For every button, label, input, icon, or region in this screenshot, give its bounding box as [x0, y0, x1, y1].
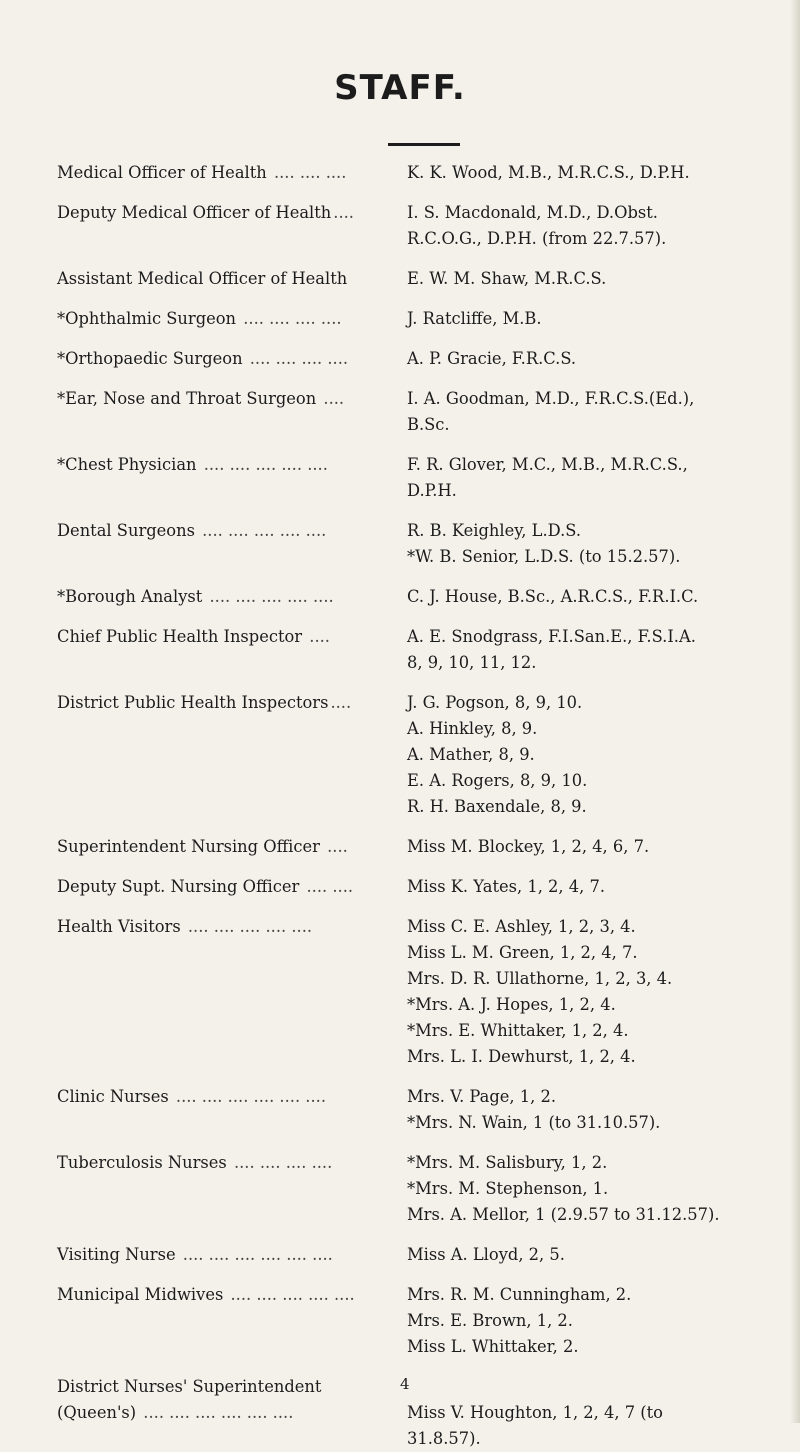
staff-entry [57, 346, 777, 372]
staff-entry [57, 584, 777, 610]
staff-names [407, 306, 777, 332]
staff-name-line: Mrs. D. R. Ullathorne, 1, 2, 3, 4. [407, 969, 673, 988]
page-title: STAFF. [334, 68, 466, 108]
leader-dots: .... [333, 203, 354, 222]
entry-spacer [57, 820, 777, 834]
entry-spacer [57, 504, 777, 518]
entry-spacer [57, 292, 777, 306]
staff-entry [57, 874, 777, 900]
staff-names [407, 1400, 777, 1452]
staff-entry [57, 306, 777, 332]
staff-entry [57, 1400, 777, 1452]
staff-entry [57, 200, 777, 252]
leader-dots: .... .... .... .... .... .... [138, 1403, 294, 1422]
page-edge [790, 0, 800, 1423]
staff-entry [57, 1084, 777, 1136]
staff-role [57, 346, 407, 372]
staff-names [407, 452, 777, 504]
staff-role-label: Dental Surgeons [57, 521, 195, 540]
staff-role [57, 200, 407, 226]
entry-spacer [57, 570, 777, 584]
staff-role [57, 1400, 407, 1426]
leader-dots: .... .... .... .... .... [196, 521, 327, 540]
entry-spacer [57, 1136, 777, 1150]
staff-entry [57, 266, 777, 292]
staff-name-line: *Mrs. M. Stephenson, 1. [407, 1179, 609, 1198]
entry-spacer [57, 860, 777, 874]
staff-role [57, 266, 407, 292]
staff-name-line: 8, 9, 10, 11, 12. [407, 653, 537, 672]
staff-name-line: *W. B. Senior, L.D.S. (to 15.2.57). [407, 547, 681, 566]
staff-entry [57, 160, 777, 186]
staff-name-line: D.P.H. [407, 481, 457, 500]
leader-dots: .... .... .... .... [228, 1153, 333, 1172]
staff-role-label: Superintendent Nursing Officer [57, 837, 320, 856]
entry-spacer [57, 900, 777, 914]
staff-name-line: A. P. Gracie, F.R.C.S. [407, 349, 577, 368]
staff-name-line: A. E. Snodgrass, F.I.San.E., F.S.I.A. [407, 627, 696, 646]
staff-name-line: C. J. House, B.Sc., A.R.C.S., F.R.I.C. [407, 587, 699, 606]
staff-name-line: *Mrs. A. J. Hopes, 1, 2, 4. [407, 995, 616, 1014]
entry-spacer [57, 372, 777, 386]
leader-dots: .... .... [301, 877, 354, 896]
leader-dots: .... .... .... .... .... [204, 587, 334, 606]
staff-role-label: District Public Health Inspectors [57, 693, 329, 712]
staff-name-line: I. A. Goodman, M.D., F.R.C.S.(Ed.), [407, 389, 695, 408]
entry-spacer [57, 1268, 777, 1282]
leader-dots: .... .... .... .... .... [198, 455, 328, 474]
staff-entry [57, 1150, 777, 1228]
staff-role [57, 1242, 407, 1268]
leader-dots: .... .... .... .... .... [225, 1285, 355, 1304]
entry-spacer [57, 610, 777, 624]
entry-spacer [57, 1228, 777, 1242]
staff-role-label: Deputy Supt. Nursing Officer [57, 877, 300, 896]
staff-name-line: E. W. M. Shaw, M.R.C.S. [407, 269, 607, 288]
staff-name-line: Mrs. E. Brown, 1, 2. [407, 1311, 573, 1330]
page-number: 4 [400, 1375, 410, 1393]
entry-spacer [57, 1360, 777, 1374]
staff-role [57, 306, 407, 332]
entry-spacer [57, 332, 777, 346]
staff-role-label: *Borough Analyst [57, 587, 203, 606]
staff-entry [57, 690, 777, 820]
staff-names [407, 200, 777, 252]
staff-name-line: Miss V. Houghton, 1, 2, 4, 7 (to [407, 1403, 663, 1422]
entry-spacer [57, 252, 777, 266]
staff-role-label: (Queen's) [57, 1403, 137, 1422]
staff-entry [57, 1374, 777, 1400]
staff-name-line: A. Mather, 8, 9. [407, 745, 535, 764]
staff-name-line: R. H. Baxendale, 8, 9. [407, 797, 587, 816]
leader-dots: .... [321, 837, 348, 856]
staff-role [57, 1150, 407, 1176]
leader-dots: .... .... .... .... .... [182, 917, 313, 936]
staff-names [407, 386, 777, 438]
staff-role [57, 1374, 407, 1400]
staff-names [407, 346, 777, 372]
staff-name-line: I. S. Macdonald, M.D., D.Obst. [407, 203, 658, 222]
staff-role-label: District Nurses' Superintendent [57, 1377, 322, 1396]
staff-entry [57, 386, 777, 438]
staff-name-line: E. A. Rogers, 8, 9, 10. [407, 771, 588, 790]
staff-name-line: 31.8.57). [407, 1429, 481, 1448]
leader-dots: .... [318, 389, 345, 408]
staff-role-label: *Orthopaedic Surgeon [57, 349, 243, 368]
staff-role-label: Assistant Medical Officer of Health [57, 269, 348, 288]
leader-dots: .... [330, 693, 352, 712]
staff-list [57, 160, 777, 1452]
staff-role [57, 160, 407, 186]
staff-name-line: Mrs. A. Mellor, 1 (2.9.57 to 31.12.57). [407, 1205, 720, 1224]
leader-dots: .... .... .... [268, 163, 347, 182]
staff-role-label: Clinic Nurses [57, 1087, 169, 1106]
leader-dots: .... .... .... .... .... .... [177, 1245, 333, 1264]
staff-name-line: Miss C. E. Ashley, 1, 2, 3, 4. [407, 917, 636, 936]
staff-name-line: Miss M. Blockey, 1, 2, 4, 6, 7. [407, 837, 650, 856]
staff-names [407, 914, 777, 1070]
staff-entry [57, 452, 777, 504]
staff-name-line: A. Hinkley, 8, 9. [407, 719, 538, 738]
staff-name-line: J. G. Pogson, 8, 9, 10. [407, 693, 583, 712]
leader-dots: .... .... .... .... [244, 349, 349, 368]
staff-entry [57, 518, 777, 570]
staff-names [407, 1150, 777, 1228]
staff-role-label: Municipal Midwives [57, 1285, 224, 1304]
staff-role [57, 624, 407, 650]
entry-spacer [57, 1070, 777, 1084]
staff-role-label: Tuberculosis Nurses [57, 1153, 227, 1172]
staff-role-label: Chief Public Health Inspector [57, 627, 303, 646]
staff-role [57, 1282, 407, 1308]
blank-line [407, 1374, 777, 1400]
leader-dots: .... [304, 627, 330, 646]
staff-names [407, 160, 777, 186]
staff-names [407, 584, 777, 610]
staff-names [407, 874, 777, 900]
staff-entry [57, 834, 777, 860]
staff-names [407, 1374, 777, 1400]
staff-name-line: Miss L. Whittaker, 2. [407, 1337, 579, 1356]
staff-entry [57, 1282, 777, 1360]
title-underline [388, 143, 460, 146]
staff-names [407, 690, 777, 820]
staff-name-line: Miss A. Lloyd, 2, 5. [407, 1245, 565, 1264]
staff-entry [57, 1242, 777, 1268]
staff-role [57, 914, 407, 940]
staff-names [407, 1242, 777, 1268]
staff-role-label: *Ear, Nose and Throat Surgeon [57, 389, 317, 408]
leader-dots: .... .... .... .... .... .... [170, 1087, 326, 1106]
entry-spacer [57, 438, 777, 452]
staff-role [57, 1084, 407, 1110]
staff-role-label: Health Visitors [57, 917, 181, 936]
staff-role [57, 690, 407, 716]
entry-spacer [57, 676, 777, 690]
staff-names [407, 266, 777, 292]
staff-names [407, 1282, 777, 1360]
staff-role-label: Deputy Medical Officer of Health [57, 203, 332, 222]
staff-role-label: *Ophthalmic Surgeon [57, 309, 237, 328]
staff-role [57, 518, 407, 544]
staff-name-line: B.Sc. [407, 415, 450, 434]
staff-role [57, 874, 407, 900]
staff-name-line: Miss K. Yates, 1, 2, 4, 7. [407, 877, 606, 896]
staff-name-line: K. K. Wood, M.B., M.R.C.S., D.P.H. [407, 163, 690, 182]
staff-entry [57, 914, 777, 1070]
staff-names [407, 518, 777, 570]
staff-role-label: Medical Officer of Health [57, 163, 267, 182]
leader-dots: .... .... .... .... [238, 309, 342, 328]
staff-name-line: Mrs. V. Page, 1, 2. [407, 1087, 557, 1106]
staff-name-line: Mrs. R. M. Cunningham, 2. [407, 1285, 632, 1304]
staff-name-line: *Mrs. E. Whittaker, 1, 2, 4. [407, 1021, 629, 1040]
staff-name-line: R.C.O.G., D.P.H. (from 22.7.57). [407, 229, 667, 248]
staff-name-line: J. Ratcliffe, M.B. [407, 309, 542, 328]
staff-role [57, 452, 407, 478]
staff-name-line: *Mrs. N. Wain, 1 (to 31.10.57). [407, 1113, 661, 1132]
staff-names [407, 1084, 777, 1136]
staff-name-line: *Mrs. M. Salisbury, 1, 2. [407, 1153, 608, 1172]
staff-role [57, 386, 407, 412]
staff-entry [57, 624, 777, 676]
staff-name-line: Mrs. L. I. Dewhurst, 1, 2, 4. [407, 1047, 636, 1066]
staff-role [57, 834, 407, 860]
staff-name-line: R. B. Keighley, L.D.S. [407, 521, 582, 540]
staff-role-label: *Chest Physician [57, 455, 197, 474]
staff-names [407, 834, 777, 860]
staff-name-line: Miss L. M. Green, 1, 2, 4, 7. [407, 943, 638, 962]
staff-name-line: F. R. Glover, M.C., M.B., M.R.C.S., [407, 455, 688, 474]
staff-names [407, 624, 777, 676]
staff-role-label: Visiting Nurse [57, 1245, 176, 1264]
staff-role [57, 584, 407, 610]
entry-spacer [57, 186, 777, 200]
